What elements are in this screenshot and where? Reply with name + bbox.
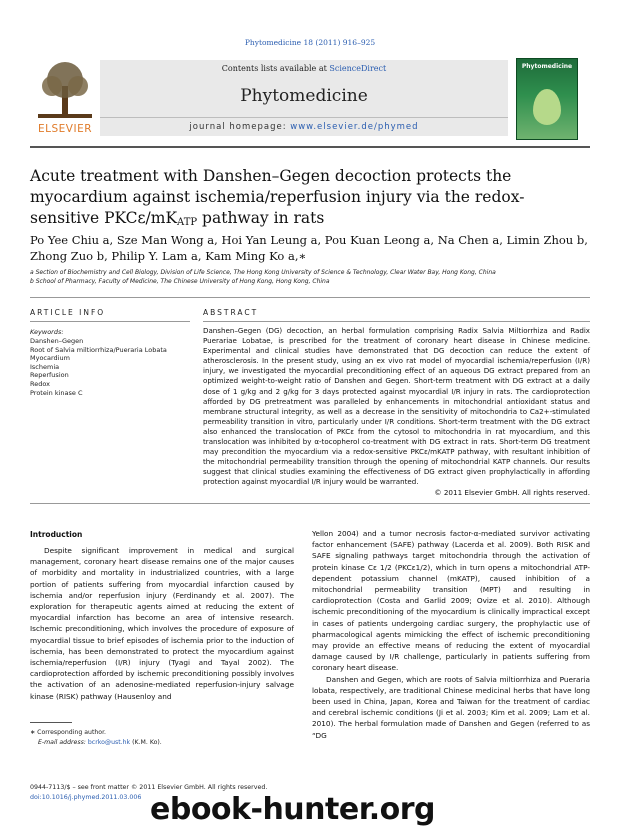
abstract-heading: ABSTRACT [203,308,259,317]
body-column-left: Despite significant improvement in medical and surgical management, coronary heart disease remains one of the major causes of morbidity and mortality in industrialized countries, with a large portion of patients suffering from myocardial infarction caused by ischemia and/or reperfusion injury (Ferdinandy et al. 2007). The exploration for therapeutic agents aimed at reducing the extent of myocardial infarction has become an area of intensive research. Ischemic preconditioning, which involves the procedure of exposure of myocardial tissue to brief episodes of ischemia prior to the induction of ischemia, has been demonstrated to protect the myocardium against ischemia/reperfusion (I/R) injury (Tyagi and Tayal 2002). The cardioprotection afforded by ischemic preconditioning possibly involves the activation of an adenosine-mediated reperfusion-injury salvage kinase (RISK) pathway (Hausenloy and [30,546,294,701]
homepage-link[interactable]: www.elsevier.de/phymed [290,122,419,132]
body-column-right [312,528,590,741]
keywords-label: Keywords: [30,328,64,336]
cover-title: Phytomedicine [521,63,573,70]
contents-line [100,64,508,73]
copyright-notice: © 2011 Elsevier GmbH. All rights reserved. [434,488,590,497]
email-suffix: (K.M. Ko). [130,739,162,746]
body-paragraph: Danshen and Gegen, which are roots of Salvia miltiorrhiza and Pueraria lobata, respectively, are traditional Chinese medicinal herbs that have long been used in China, Japan, Korea and Taiwan for the treatment of cardiac and cerebral ischemic conditions (Ji et al. 2003; Kim et al. 2009; Lam et al. 2010). The herbal formulation made of Danshen and Gegen (referred to as “DG [312,674,590,740]
article-title: Acute treatment with Danshen–Gegen decoction protects the myocardium against ischemia/reperfusion injury via the redox-sensitive PKCε/$mK_{ATP}$ pathway in rats [30,167,525,228]
footnote-rule [30,722,72,723]
issn-line: 0944-7113/$ – see front matter © 2011 Elsevier GmbH. All rights reserved. [30,784,268,791]
keyword-list [30,337,190,397]
keyword: Ischemia [30,362,60,371]
affiliation-b: b School of Pharmacy, Faculty of Medicine, The Chinese University of Hong Kong, Hong Kong, China [30,278,330,285]
keyword: Redox [30,379,50,388]
body-paragraph: Yellon 2004) and a tumor necrosis factor-α-mediated survivor activating factor enhancement (SAFE) pathway (Lacerda et al. 2009). Both RISK and SAFE signaling pathways target mitochondria through the activation of protein kinase Cε 1/2 (PKCε1/2), which in turn opens a mitochondrial ATP-dependent potassium channel (mKATP), caused inhibition of a mitochondrial permeability transition (MPT) and resulting in cardioprotection (Costa and Garlid 2009; Ovize et al. 2010). Although ischemic preconditioning of the myocardium is clinically impractical except in cases of patients undergoing cardiac surgery, the prophylactic use of pharmacological agents mimicking the effect of ischemic preconditioning may provide an effective means of reducing the extent of myocardial damage caused by I/R challenge, particularly in patients suffering from coronary heart disease. [312,529,590,673]
abstract-bottom-rule [30,503,590,504]
homepage-label: journal homepage: [189,122,291,132]
header-rule [30,146,590,148]
affiliation-divider [30,297,590,298]
article-info-rule [30,321,190,322]
contents-prefix: Contents lists available at [221,64,330,73]
cover-leaf-graphic [533,89,561,125]
doi-link[interactable]: doi:10.1016/j.phymed.2011.03.006 [30,793,142,801]
authors-line-1: Po Yee Chiu a, Sze Man Wong a, Hoi Yan Leung a, Pou Kuan Leong a, Na Chen a, Limin Zhou b, [30,233,588,247]
publisher-name: ELSEVIER [38,123,92,135]
corresponding-author-footnote [30,728,294,748]
keyword: Myocardium [30,354,70,363]
watermark-text: ebook-hunter.org [150,792,435,827]
email-line [30,738,294,748]
email-label: E-mail address: [38,739,88,746]
abstract-text: Danshen–Gegen (DG) decoction, an herbal formulation comprising Radix Salvia Miltiorrhiza and Radix Puerariae Lobatae, is prescribed for the treatment of coronary heart disease in Chinese medicine. Experimental and clinical studies have demonstrated that DG decoction can reduce the extent of atherosclerosis. In the present study, using an ex vivo rat model of myocardial ischemia/reperfusion (I/R) injury, we investigated the myocardial preconditioning effect of an aqueous DG extract prepared from an optimized weight-to-weight ratio of Danshen and Gegen. Short-term treatment with DG extract at a daily dose of 1 g/kg and 2 g/kg for 3 days protected against myocardial I/R injury in rats. The cardioprotection afforded by DG pretreatment was paralleled by enhancements in mitochondrial antioxidant status and membrane structural integrity, as well as a decrease in the sensitivity of mitochondria to Ca2+-stimulated permeability transition in vitro, particularly under I/R conditions. Short-term treatment with the DG extract also enhanced the translocation of PKCε from the cytosol to mitochondria in rat myocardium, and this translocation was inhibited by α-tocopherol co-treatment with DG extract in rats. Short-term DG treatment may precondition the myocardium via a redox-sensitive PKCε/mKATP pathway, with resultant inhibition of the mitochondrial permeability transition through the opening of mitochondrial KATP channels. Our results suggest that clinical studies examining the effectiveness of DG extract given prophylactically in affording protection against myocardial I/R injury would be warranted. [203,326,590,487]
keyword: Root of Salvia miltiorrhiza/Pueraria Lobata [30,345,167,354]
keyword: Protein kinase C [30,388,83,397]
journal-homepage [100,122,508,132]
journal-title: Phytomedicine [240,86,368,106]
abstract-rule [203,321,590,322]
keyword: Reperfusion [30,371,69,380]
authors-line-2: Zhong Zuo b, Philip Y. Lam a, Kam Ming Ko a,∗ [30,249,307,263]
sciencedirect-link[interactable]: ScienceDirect [329,64,387,73]
introduction-heading: Introduction [30,530,83,539]
keyword: Danshen–Gegen [30,337,84,345]
affiliation-a: a Section of Biochemistry and Cell Biology, Division of Life Science, The Hong Kong University of Science & Technology, Clear Water Bay, Hong Kong, China [30,269,496,276]
email-link[interactable]: bcrko@ust.hk [87,739,131,746]
corresponding-author-label: ∗ Corresponding author. [30,729,107,736]
title-subscript: ATP [177,217,198,228]
affiliations [30,268,590,286]
article-info-heading: ARTICLE INFO [30,308,106,317]
journal-reference[interactable]: Phytomedicine 18 (2011) 916–925 [244,38,376,47]
journal-cover-image [516,58,578,140]
header-divider [100,117,508,118]
author-list [30,232,590,264]
